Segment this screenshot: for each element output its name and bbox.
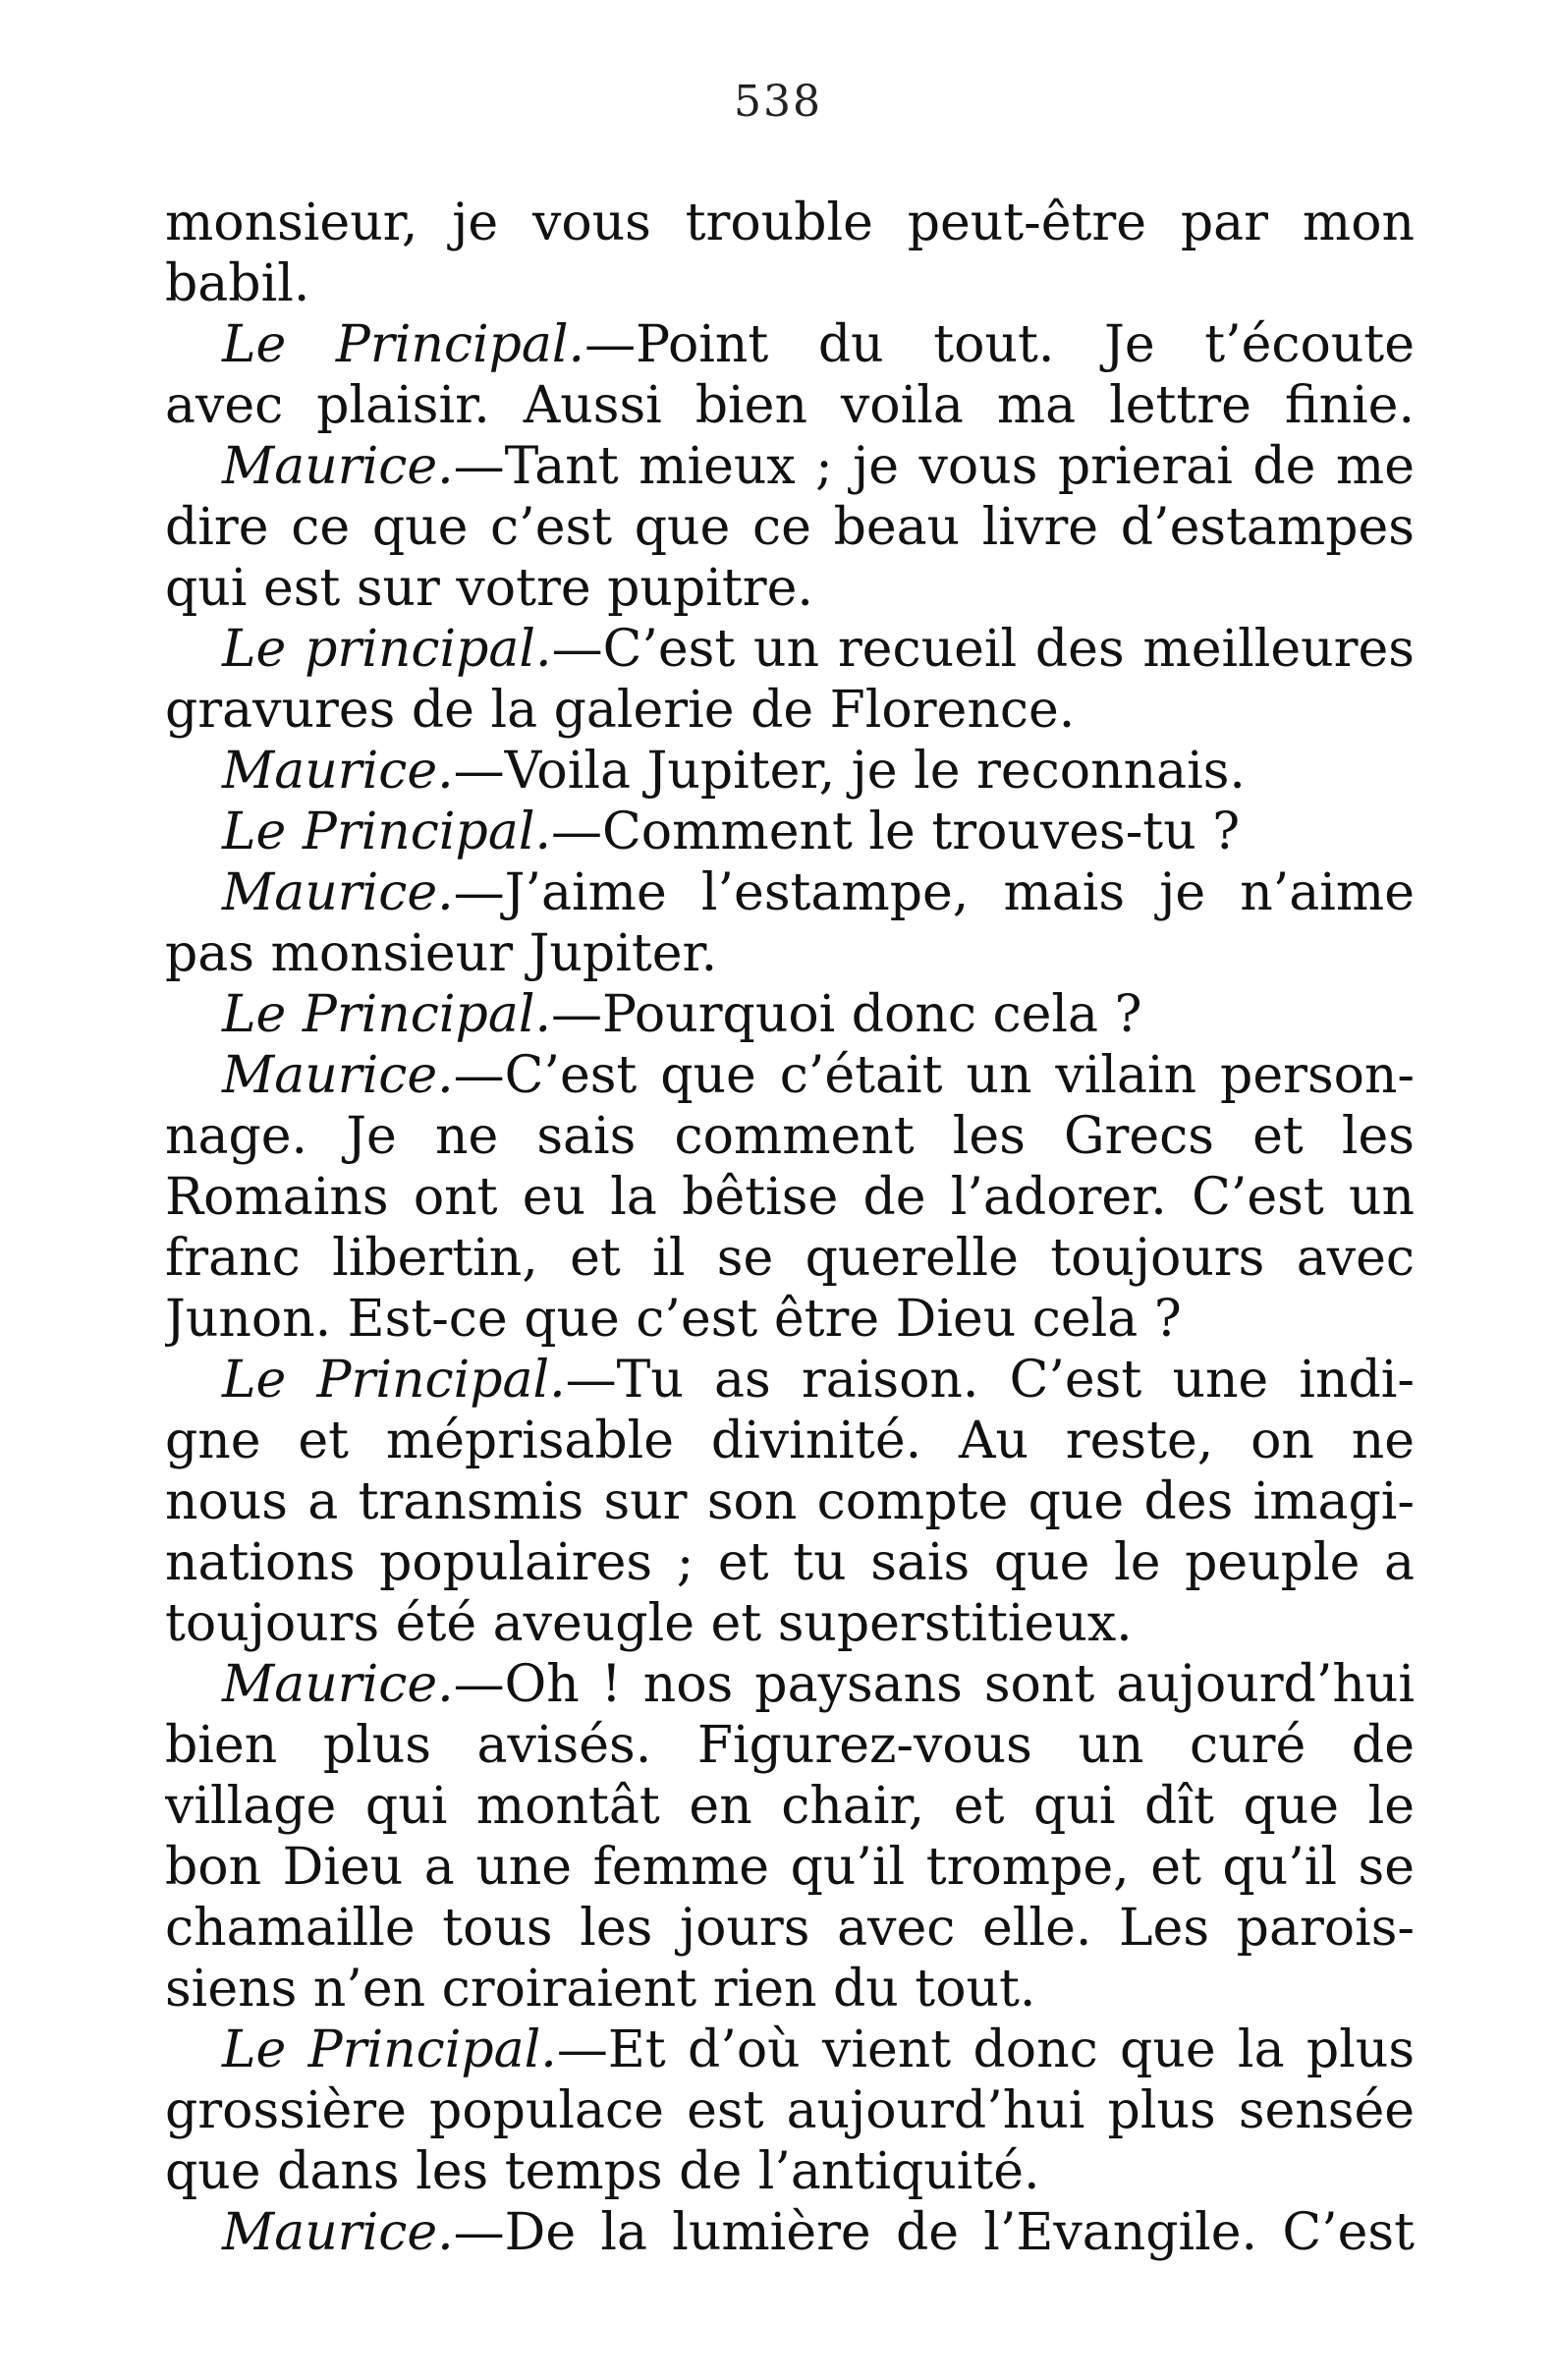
line-text: gne et méprisable divinité. Au reste, on ne [165,1411,1415,1470]
line-text: gravures de la galerie de Florence. [165,681,1076,740]
line-text: nous a transmis sur son compte que des imagi- [165,1472,1415,1531]
speaker-name: Maurice. [222,1046,454,1105]
line-text: —C’est un recueil des meilleures [551,620,1415,679]
line-text: pas monsieur Jupiter. [165,924,718,983]
line-text: bien plus avisés. Figurez-vous un curé de [165,1716,1415,1775]
text-line [165,862,1415,923]
text-line [165,1045,1415,1106]
text-line [165,193,1415,253]
text-line [165,2141,1415,2202]
text-line [165,2080,1415,2141]
speaker-name: Maurice. [222,2203,454,2262]
text-line [165,1837,1415,1898]
line-text: —Comment le trouves-tu ? [551,803,1241,861]
line-text: franc libertin, et il se querelle toujours avec [165,1229,1415,1288]
line-text: —Oh ! nos paysans sont aujourd’hui [453,1655,1415,1714]
text-line [165,619,1415,680]
speaker-name: Le Principal. [222,985,552,1044]
line-text: village qui montât en chair, et qui dît que le [165,1777,1415,1836]
line-text: —De la lumière de l’Evangile. C’est [453,2203,1415,2262]
text-line [165,802,1415,862]
line-text: —Voila Jupiter, je le reconnais. [453,742,1246,801]
line-text: Junon. Est-ce que c’est être Dieu cela ? [165,1290,1182,1349]
text-line [165,1106,1415,1167]
text-line [165,1532,1415,1593]
text-line [165,2202,1415,2263]
text-line [165,741,1415,802]
text-line [165,1898,1415,1959]
text-line [165,1289,1415,1350]
line-text: avec plaisir. Aussi bien voila ma lettre finie. [165,376,1415,435]
line-text: —Et d’où vient donc que la plus [556,2020,1415,2079]
line-text: babil. [165,254,310,313]
line-text: que dans les temps de l’antiquité. [165,2142,1040,2201]
text-line [165,1654,1415,1715]
text-line [165,1228,1415,1289]
text-line [165,1411,1415,1471]
speaker-name: Maurice. [222,742,454,801]
text-line [165,923,1415,984]
text-line [165,558,1415,619]
speaker-name: Le Principal. [222,2020,557,2079]
line-text: —Pourquoi donc cela ? [551,985,1142,1044]
line-text: nage. Je ne sais comment les Grecs et les [165,1107,1415,1166]
text-line [165,2020,1415,2080]
line-text: —C’est que c’était un vilain person- [453,1046,1415,1105]
speaker-name: Le Principal. [222,803,552,861]
text-line [165,1959,1415,2020]
line-text: toujours été aveugle et superstitieux. [165,1594,1133,1653]
body-text [165,193,1415,2263]
line-text: —Tu as raison. C’est une indi- [565,1351,1415,1410]
line-text: siens n’en croiraient rien du tout. [165,1960,1036,2019]
text-line [165,1593,1415,1654]
text-line [165,1350,1415,1411]
text-line [165,375,1415,436]
line-text: nations populaires ; et tu sais que le peuple a [165,1533,1415,1592]
speaker-name: Maurice. [222,1655,454,1714]
line-text: chamaille tous les jours avec elle. Les parois- [165,1899,1415,1958]
text-line [165,680,1415,741]
text-line [165,253,1415,314]
line-text: —Point du tout. Je t’écoute [584,315,1415,374]
text-line [165,314,1415,375]
speaker-name: Le principal. [222,620,552,679]
speaker-name: Le Principal. [222,1351,566,1410]
text-line [165,1776,1415,1837]
text-line [165,1471,1415,1532]
line-text: —Tant mieux ; je vous prierai de me [453,437,1415,496]
line-text: monsieur, je vous trouble peut-être par mon [165,194,1415,252]
page-number: 538 [734,77,822,127]
text-line [165,984,1415,1045]
line-text: bon Dieu a une femme qu’il trompe, et qu’il se [165,1838,1415,1897]
line-text: dire ce que c’est que ce beau livre d’estampes [165,498,1415,557]
speaker-name: Maurice. [222,437,454,496]
text-line [165,1715,1415,1776]
speaker-name: Maurice. [222,863,454,922]
text-line [165,497,1415,558]
line-text: grossière populace est aujourd’hui plus sensée [165,2081,1415,2140]
line-text: —J’aime l’estampe, mais je n’aime [453,863,1415,922]
line-text: Romains ont eu la bêtise de l’adorer. C’est un [165,1168,1415,1227]
speaker-name: Le Principal. [222,315,585,374]
text-line [165,436,1415,497]
text-line [165,1167,1415,1228]
line-text: qui est sur votre pupitre. [165,559,813,618]
